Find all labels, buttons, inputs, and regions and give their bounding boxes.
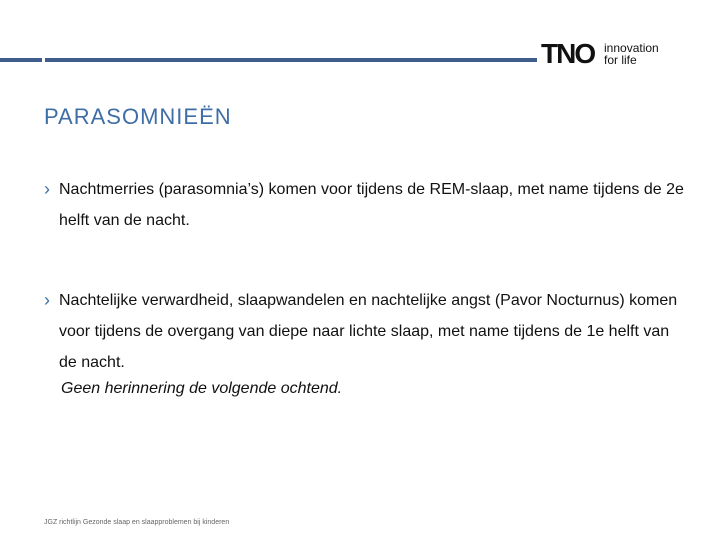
header-rule-left (0, 58, 42, 62)
slide-title: PARASOMNIEËN (44, 104, 232, 129)
logo-tagline (604, 42, 659, 66)
chevron-right-icon: › (44, 290, 50, 310)
bullet-item (44, 285, 684, 378)
bullet-text: Nachtmerries (parasomnia’s) komen voor tijdens de REM-slaap, met name tijdens de 2e helft van de nacht. (59, 181, 684, 229)
italic-note: Geen herinnering de volgende ochtend. (61, 380, 343, 397)
tno-logo (541, 38, 671, 69)
header-rule (45, 58, 537, 62)
bullet-item (44, 174, 684, 236)
logo-mark: TNO (541, 38, 595, 69)
bullet-text: Nachtelijke verwardheid, slaapwandelen en nachtelijke angst (Pavor Nocturnus) komen voor tijdens de overgang van diepe naar lichte slaap, met name tijdens de 1e helft van de nacht. (59, 292, 678, 371)
footer-text: JGZ richtlijn Gezonde slaap en slaapproblemen bij kinderen (44, 519, 230, 526)
chevron-right-icon: › (44, 179, 50, 199)
logo-tagline-line1: innovation (604, 41, 659, 55)
logo-tagline-line2: for life (604, 53, 637, 67)
